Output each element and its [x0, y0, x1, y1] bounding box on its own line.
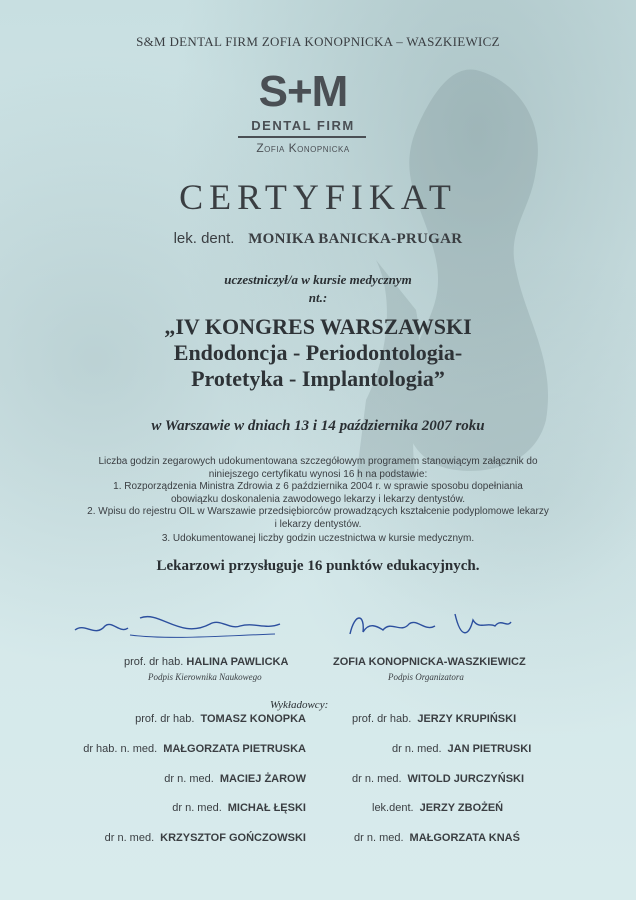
lecturer-left-1: prof. dr hab. TOMASZ KONOPKA — [135, 713, 306, 725]
topic-label: nt.: — [308, 290, 328, 305]
left-signatory — [124, 656, 288, 668]
course-title-line3: Protetyka - Implantologia” — [191, 366, 445, 391]
lecturer-left-3: dr n. med. MACIEJ ŻAROW — [164, 773, 306, 785]
intro-line1: Liczba godzin zegarowych udokumentowana szczegółowym programem stanowiącym załącznik do — [98, 456, 538, 467]
recipient — [0, 230, 636, 248]
item2-line2: i lekarzy dentystów. — [274, 518, 362, 530]
recipient-name: MONIKA BANICKA-PRUGAR — [248, 231, 463, 247]
intro-line2: niniejszego certyfikatu wynosi 16 h na podstawie: — [208, 468, 428, 480]
logo-divider — [238, 136, 366, 138]
right-signatory-role: Podpis Organizatora — [388, 672, 464, 682]
item1-line1: 1. Rozporządzenia Ministra Zdrowia z 6 października 2004 r. w sprawie sposobu dopełniania — [113, 481, 523, 492]
lecturer-left-4: dr n. med. MICHAŁ ŁĘSKI — [172, 802, 306, 814]
course-title-line1: „IV KONGRES WARSZAWSKI — [164, 314, 472, 339]
company-logo-mark: S+M — [258, 67, 348, 116]
hours-statement — [40, 456, 596, 546]
lecturer-left-2: dr hab. n. med. MAŁGORZATA PIETRUSKA — [83, 743, 306, 755]
left-handwritten-signature — [70, 600, 290, 650]
item3: 3. Udokumentowanej liczby godzin uczestnictwa w kursie medycznym. — [161, 533, 475, 544]
course-title — [0, 314, 636, 392]
course-dates: w Warszawie w dniach 13 i 14 października 2007 roku — [151, 418, 485, 434]
right-signatory-name: ZOFIA KONOPNICKA-WASZKIEWICZ — [333, 656, 526, 668]
education-points: Lekarzowi przysługuje 16 punktów edukacyjnych. — [156, 558, 480, 574]
recipient-prefix: lek. dent. — [173, 230, 235, 247]
company-logo-name: Zofia Konopnicka — [256, 141, 350, 155]
header-company-name: S&M DENTAL FIRM ZOFIA KONOPNICKA – WASZKIEWICZ — [136, 34, 500, 49]
left-signatory-role: Podpis Kierownika Naukowego — [148, 672, 262, 682]
right-handwritten-signature — [345, 600, 515, 650]
item2-line1: 2. Wpisu do rejestru OIL w Warszawie przedsiębiorców prowadzących kształcenie podyplomowe lekarzy — [87, 506, 549, 517]
background-sculpture-watermark — [356, 60, 576, 480]
course-title-line2: Endodoncja - Periodontologia- — [173, 340, 463, 365]
lecturer-right-1: prof. dr hab. JERZY KRUPIŃSKI — [352, 713, 517, 725]
right-signatory — [333, 656, 526, 668]
lecturer-right-5: dr n. med. MAŁGORZATA KNAŚ — [354, 832, 520, 844]
lecturer-right-3: dr n. med. WITOLD JURCZYŃSKI — [352, 773, 525, 785]
company-logo-subtitle: DENTAL FIRM — [251, 118, 355, 133]
left-signatory-title: prof. dr hab. — [124, 656, 184, 668]
left-signatory-name: HALINA PAWLICKA — [186, 656, 289, 668]
lecturers-label: Wykładowcy: — [270, 699, 329, 711]
lecturer-right-4: lek.dent. JERZY ZBOŻEŃ — [372, 802, 504, 814]
certificate-title: CERTYFIKAT — [179, 177, 457, 217]
lecturer-right-2: dr n. med. JAN PIETRUSKI — [392, 743, 532, 755]
lecturer-left-5: dr n. med. KRZYSZTOF GOŃCZOWSKI — [104, 832, 306, 844]
participation-statement: uczestniczył/a w kursie medycznym — [224, 272, 412, 287]
item1-line2: obowiązku doskonalenia zawodowego lekarzy i lekarzy dentystów. — [170, 493, 466, 505]
